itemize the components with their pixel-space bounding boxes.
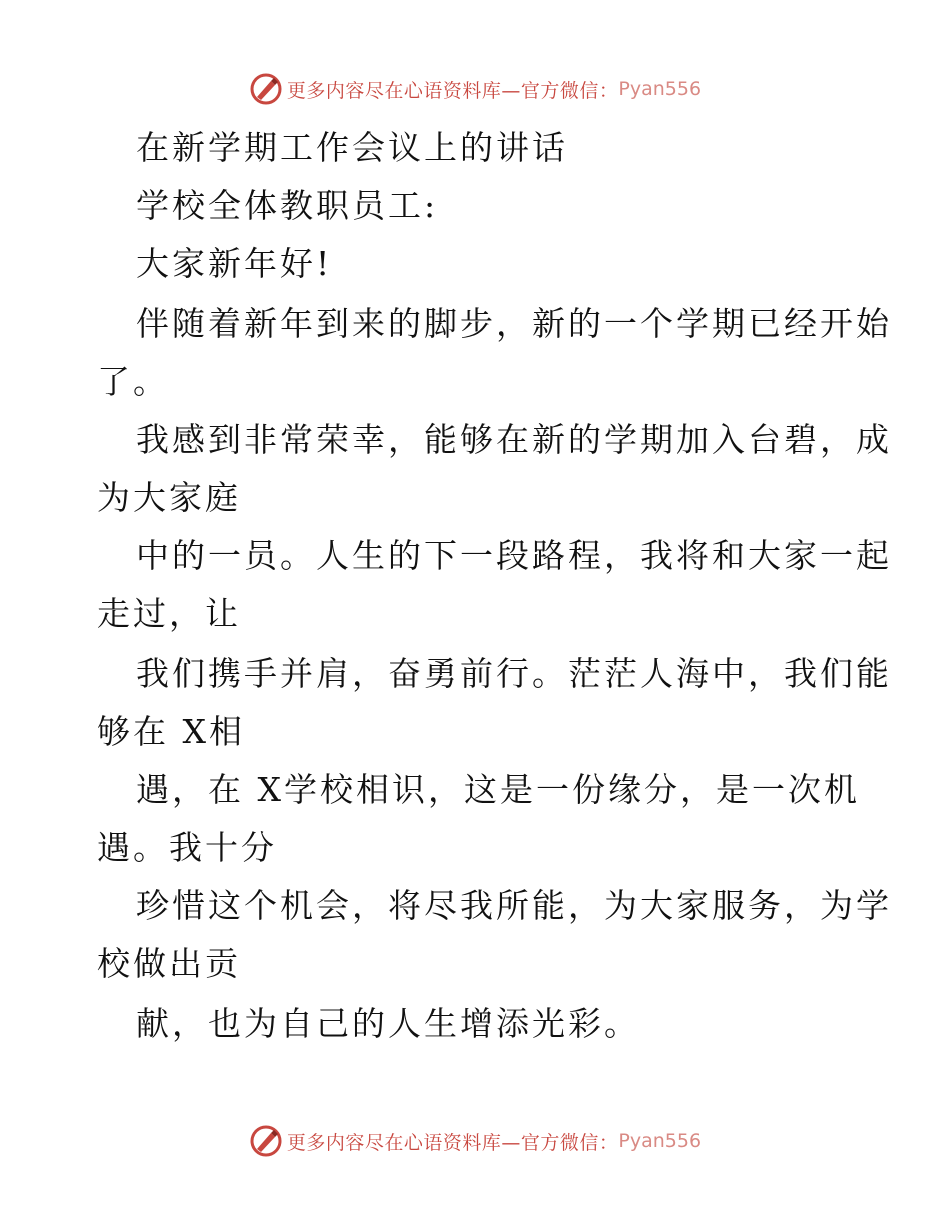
paragraph-line: 中的一员。人生的下一段路程，我将和大家一起 bbox=[136, 536, 892, 575]
paragraph-line: 了。 bbox=[97, 362, 169, 401]
paragraph-line: 走过，让 bbox=[97, 594, 241, 633]
greeting: 大家新年好! bbox=[136, 244, 333, 283]
paragraph-line: 献，也为自己的人生增添光彩。 bbox=[136, 1004, 640, 1043]
pen-seal-logo-icon bbox=[249, 1124, 283, 1158]
paragraph-line: 校做出贡 bbox=[97, 944, 241, 983]
banner-brand: Pyan556 bbox=[618, 1130, 702, 1152]
footer-banner bbox=[0, 1124, 950, 1158]
document-title: 在新学期工作会议上的讲话 bbox=[136, 128, 568, 167]
paragraph-line: 遇。我十分 bbox=[97, 828, 277, 867]
paragraph-line: 我们携手并肩，奋勇前行。茫茫人海中，我们能 bbox=[136, 654, 892, 693]
paragraph-line: 珍惜这个机会，将尽我所能，为大家服务，为学 bbox=[136, 886, 892, 925]
header-banner bbox=[0, 72, 950, 106]
pen-seal-logo-icon bbox=[249, 72, 283, 106]
salutation: 学校全体教职员工: bbox=[136, 186, 439, 225]
paragraph-line: 我感到非常荣幸，能够在新的学期加入台碧，成 bbox=[136, 420, 892, 459]
banner-text: 更多内容尽在心语资料库—官方微信： bbox=[286, 1131, 619, 1154]
banner-brand: Pyan556 bbox=[618, 78, 702, 100]
paragraph-line: 伴随着新年到来的脚步，新的一个学期已经开始 bbox=[136, 304, 892, 343]
paragraph-line: 够在 X相 bbox=[97, 712, 245, 751]
paragraph-line: 为大家庭 bbox=[97, 478, 241, 517]
banner-text: 更多内容尽在心语资料库—官方微信： bbox=[286, 79, 619, 102]
paragraph-line: 遇，在 X学校相识，这是一份缘分，是一次机 bbox=[136, 770, 860, 809]
